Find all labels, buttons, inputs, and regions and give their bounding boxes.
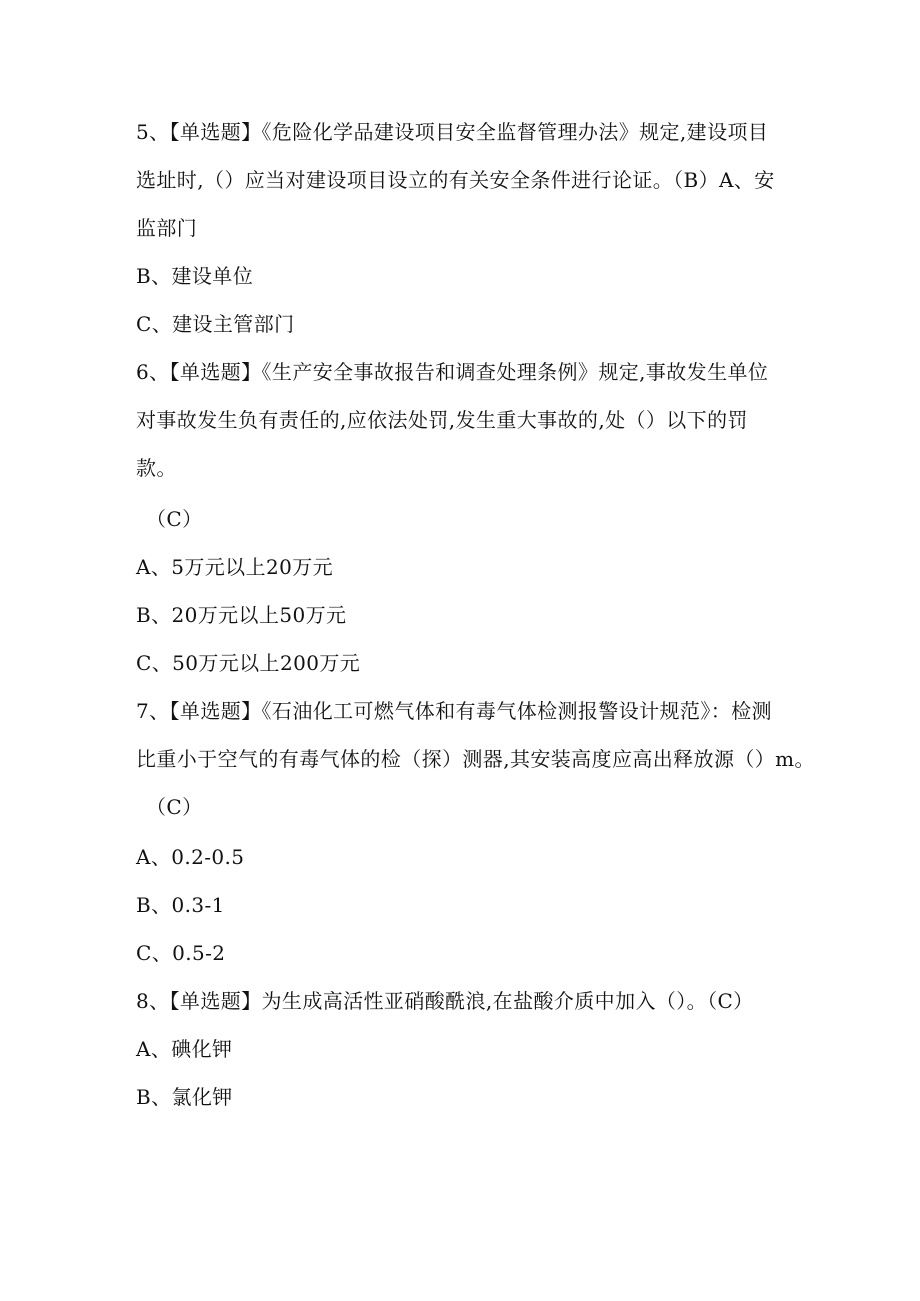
q7-line-2: 比重小于空气的有毒气体的检（探）测器,其安装高度应高出释放源（）m。 bbox=[136, 747, 815, 771]
q6-line-1: 6、【单选题】《生产安全事故报告和调查处理条例》规定,事故发生单位 bbox=[136, 360, 769, 384]
q5-line-1: 5、【单选题】《危险化学品建设项目安全监督管理办法》规定,建设项目 bbox=[136, 120, 769, 144]
q5-line-2: 选址时,（）应当对建设项目设立的有关安全条件进行论证。（B）A、安 bbox=[136, 168, 775, 192]
q7-option-b: B、0.3-1 bbox=[136, 893, 225, 917]
q7-option-c: C、0.5-2 bbox=[136, 941, 226, 965]
q5-option-b: B、建设单位 bbox=[136, 264, 254, 288]
q7-option-a: A、0.2-0.5 bbox=[136, 845, 245, 869]
q6-line-2: 对事故发生负有责任的,应依法处罚,发生重大事故的,处（）以下的罚 bbox=[136, 408, 748, 432]
q5-line-3: 监部门 bbox=[136, 216, 198, 240]
q7-line-1: 7、【单选题】《石油化工可燃气体和有毒气体检测报警设计规范》：检测 bbox=[136, 699, 772, 723]
q6-line-3: 款。 bbox=[136, 456, 177, 480]
q7-answer: （C） bbox=[146, 795, 203, 819]
q5-option-c: C、建设主管部门 bbox=[136, 312, 295, 336]
q6-answer: （C） bbox=[146, 507, 203, 531]
q6-option-c: C、50万元以上200万元 bbox=[136, 651, 361, 675]
q8-option-b: B、氯化钾 bbox=[136, 1085, 233, 1109]
q6-option-a: A、5万元以上20万元 bbox=[136, 555, 334, 579]
q8-line-1: 8、【单选题】为生成高活性亚硝酸酰浪,在盐酸介质中加入（）。（C） bbox=[136, 989, 754, 1013]
q6-option-b: B、20万元以上50万元 bbox=[136, 603, 347, 627]
q8-option-a: A、碘化钾 bbox=[136, 1037, 233, 1061]
